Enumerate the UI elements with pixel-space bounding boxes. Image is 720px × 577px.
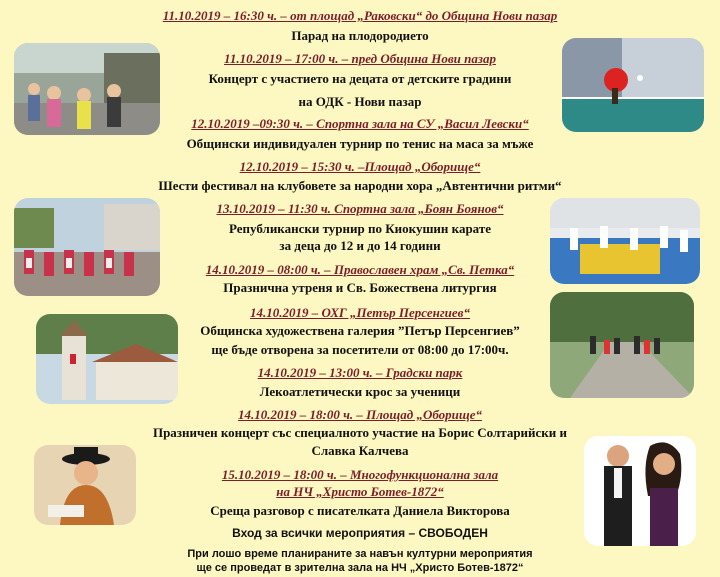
event-2-heading: 11.10.2019 – 17:00 ч. – пред Община Нови пазар <box>224 51 496 66</box>
event-7-description: Общинска художествена галерия ”Петър Персенгиев” <box>200 323 520 338</box>
event-9-description-line2: Славка Калчева <box>311 443 409 458</box>
event-4-description: Шести фестивал на клубовете за народни хора „Автентични ритми“ <box>158 178 562 193</box>
event-8-description: Лекоатлетически крос за ученици <box>259 384 461 399</box>
event-10-heading-line2: на НЧ „Христо Ботев-1872“ <box>276 484 444 499</box>
event-9-heading: 14.10.2019 – 18:00 ч. – Площад „Оборище“ <box>238 407 482 422</box>
event-2-description-line2: на ОДК - Нови пазар <box>298 94 422 109</box>
weather-notice-line2: ще се проведат в зрителна зала на НЧ „Христо Ботев-1872“ <box>196 562 524 574</box>
free-entry-notice: Вход за всички мероприятия – СВОБОДЕН <box>232 526 488 540</box>
event-9-description: Празничен концерт със специалното участие на Борис Солтарийски и <box>152 425 568 440</box>
event-6-heading: 14.10.2019 – 08:00 ч. – Православен храм „Св. Петка“ <box>205 262 515 277</box>
event-5-description: Републикански турнир по Киокушин карате <box>228 221 492 236</box>
event-10-description: Среща разговор с писателката Даниела Викторова <box>210 503 510 518</box>
event-1-description: Парад на плодородието <box>291 28 429 43</box>
event-7-description-line2: ще бъде отворена за посетители от 08:00 до 17:00ч. <box>211 342 509 357</box>
event-5-description-line2: за деца до 12 и до 14 години <box>279 238 441 253</box>
event-10-heading: 15.10.2019 – 18:00 ч. – Многофункционална зала <box>221 467 499 482</box>
event-3-heading: 12.10.2019 –09:30 ч. – Спортна зала на СУ „Васил Левски“ <box>191 116 529 131</box>
event-8-heading: 14.10.2019 – 13:00 ч. – Градски парк <box>257 365 463 380</box>
weather-notice-line1: При лошо време планираните за навън културни мероприятия <box>187 548 533 560</box>
event-1-heading: 11.10.2019 – 16:30 ч. – от площад „Раковски“ до Община Нови пазар <box>162 8 558 23</box>
event-6-description: Празнична утреня и Св. Божествена литургия <box>223 280 497 295</box>
event-4-heading: 12.10.2019 – 15:30 ч. –Площад „Оборище“ <box>239 159 481 174</box>
event-5-heading: 13.10.2019 – 11:30 ч. Спортна зала „Боян Боянов“ <box>216 201 504 216</box>
event-7-heading: 14.10.2019 – ОХГ „Петър Персенгиев“ <box>249 305 470 320</box>
event-3-description: Общински индивидуален турнир по тенис на маса за мъже <box>186 136 534 151</box>
event-2-description: Концерт с участието на децата от детските градини <box>208 71 512 86</box>
